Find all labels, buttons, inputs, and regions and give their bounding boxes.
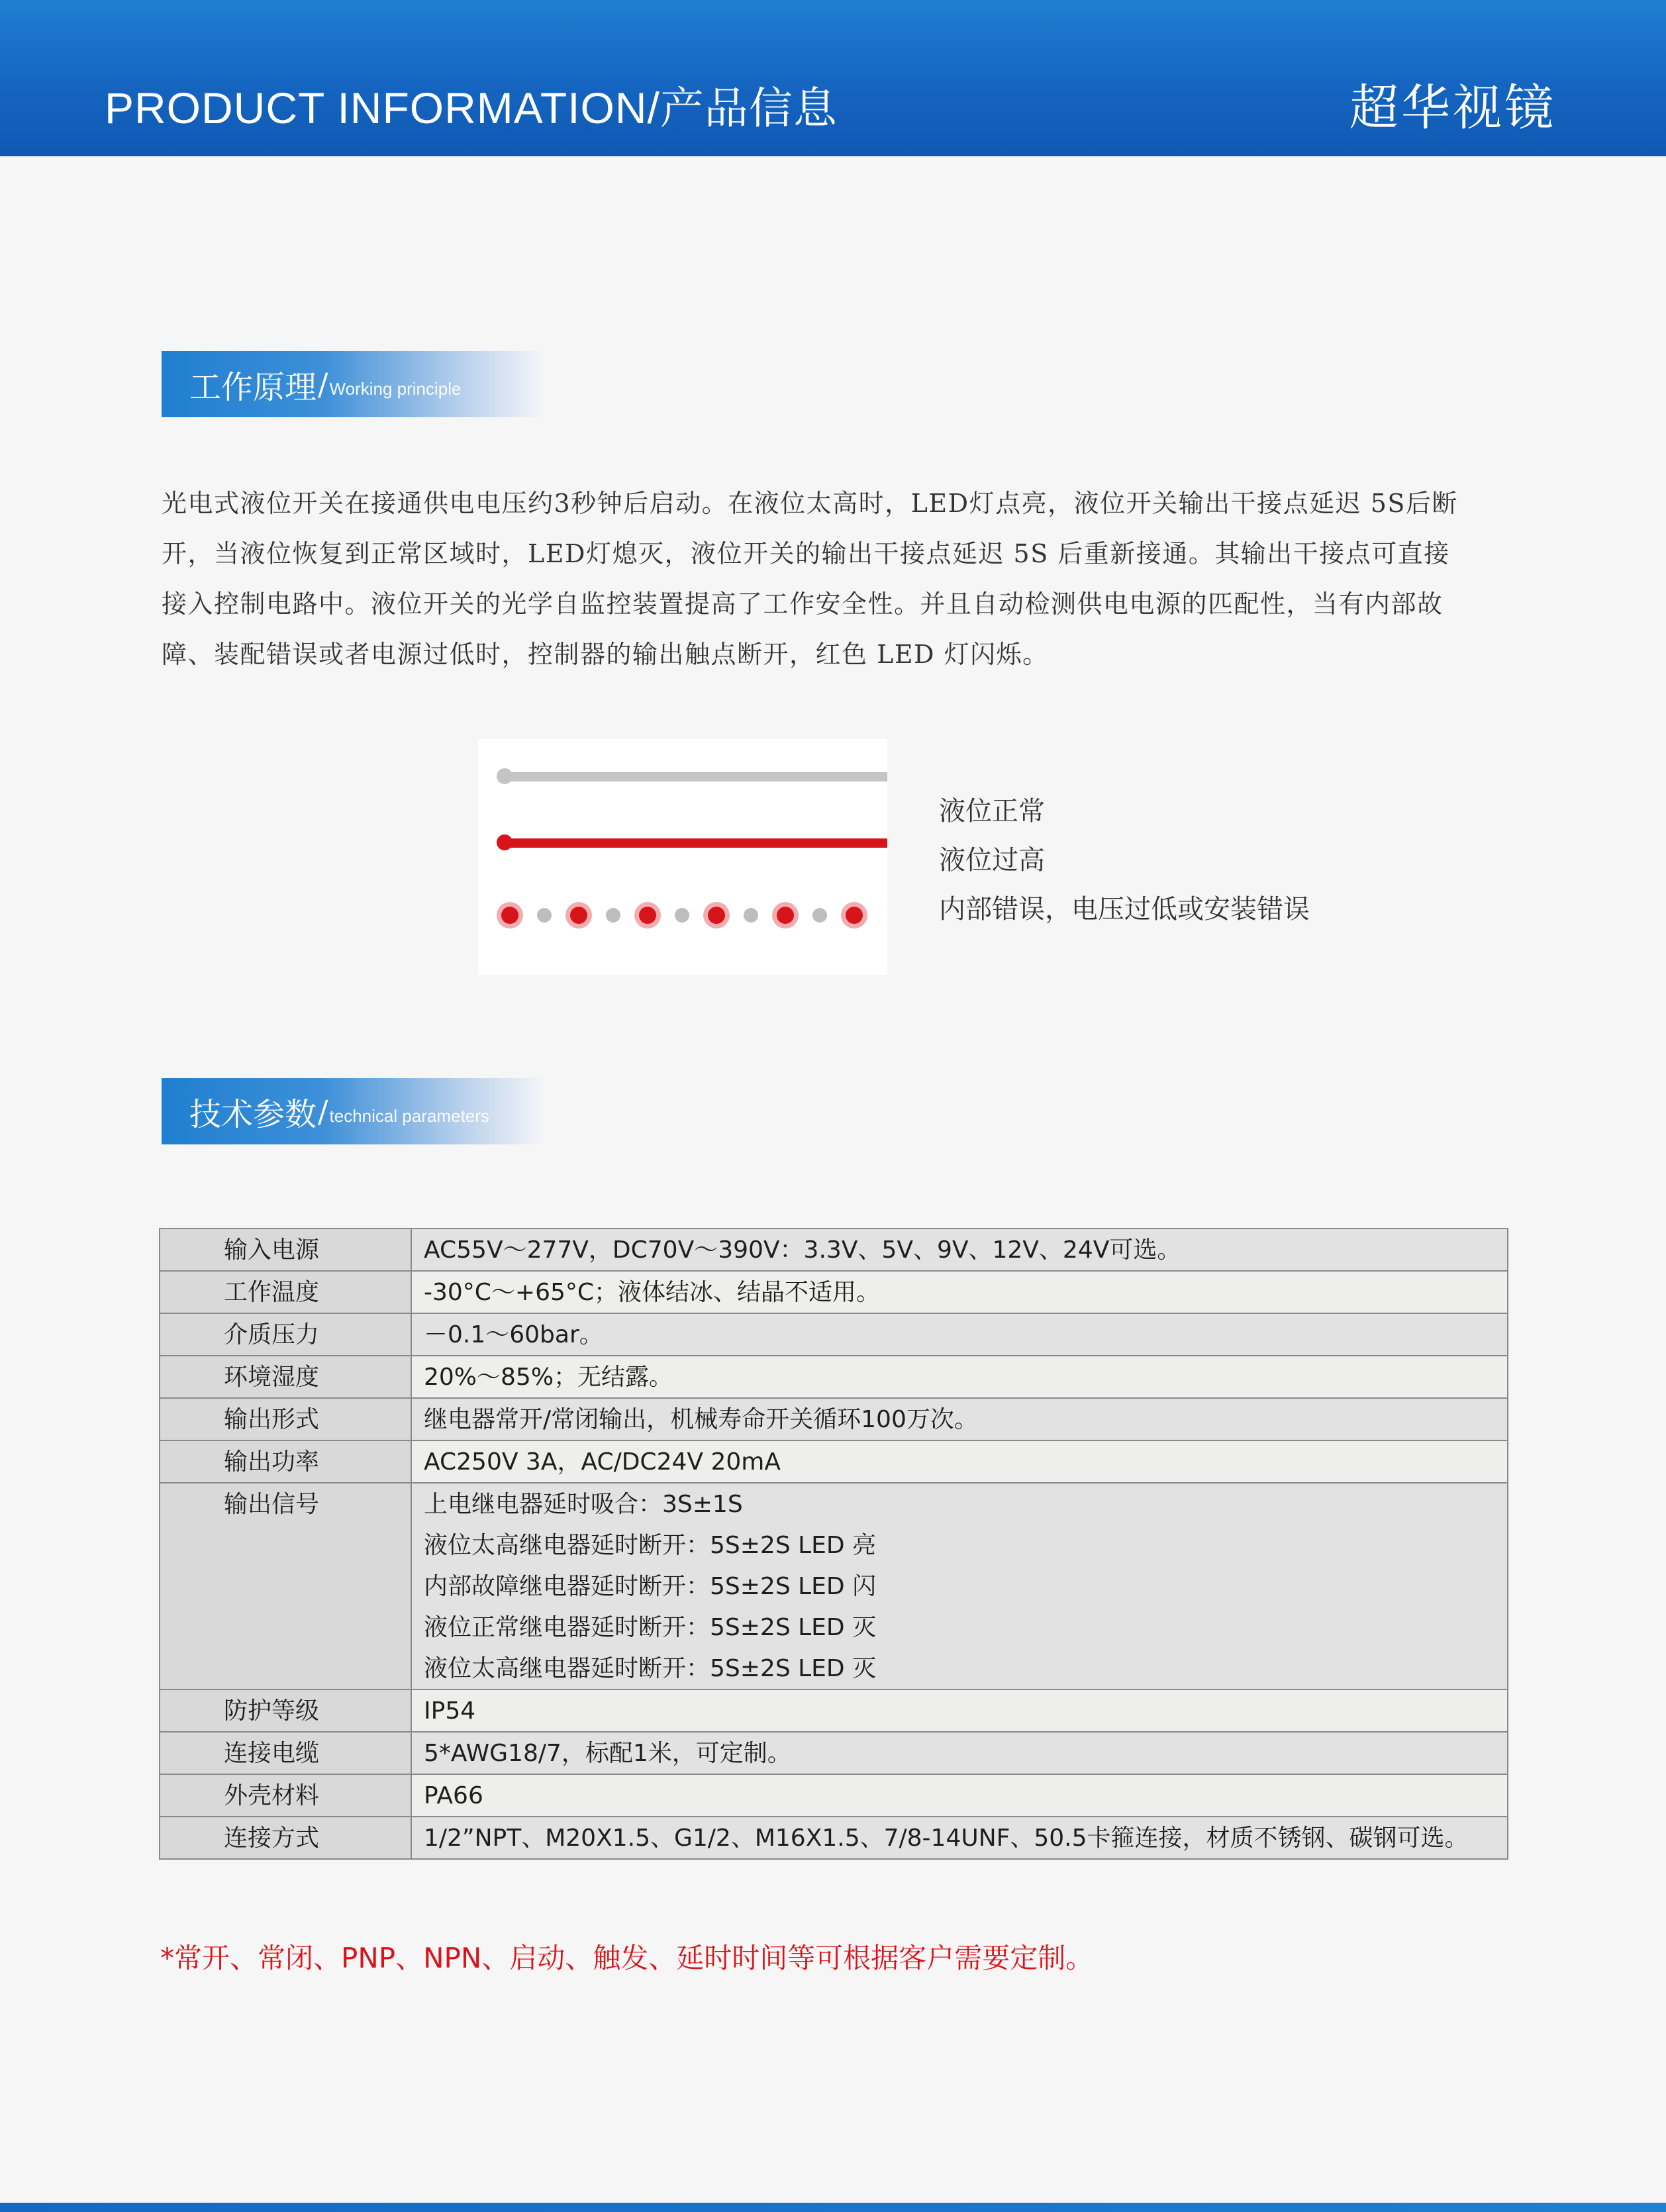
- spec-value: 5*AWG18/7，标配1米，可定制。: [411, 1732, 1508, 1774]
- spec-table: [159, 1228, 1508, 1860]
- section-heading-working-principle: [162, 351, 546, 417]
- header-bar: [0, 0, 1666, 156]
- footer-bar: [0, 2203, 1666, 2212]
- spec-value: 1/2”NPT、M20X1.5、G1/2、M16X1.5、7/8-14UNF、50.5卡箍连接，材质不锈钢、碳钢可选。: [411, 1817, 1508, 1859]
- paragraph-line: 开，当液位恢复到正常区域时，LED灯熄灭，液位开关的输出干接点延迟 5S 后重新接通。其输出干接点可直接: [162, 539, 1450, 568]
- section-title-en: technical parameters: [329, 1105, 489, 1126]
- table-row: [160, 1313, 1508, 1356]
- section-title-slash: /: [318, 1093, 328, 1129]
- working-principle-paragraph: [162, 478, 1526, 679]
- spec-value: AC55V～277V，DC70V～390V：3.3V、5V、9V、12V、24V可选。: [411, 1229, 1508, 1271]
- spec-value: PA66: [411, 1774, 1508, 1817]
- legend-label-error: 内部错误，电压过低或安装错误: [939, 894, 1310, 925]
- table-row: [160, 1732, 1508, 1774]
- led-indicator-legend-graphic: [478, 739, 887, 975]
- section-title-slash: /: [318, 366, 328, 402]
- table-row: [160, 1356, 1508, 1398]
- paragraph-line: 障、装配错误或者电源过低时，控制器的输出触点断开，红色 LED 灯闪烁。: [162, 640, 1049, 669]
- led-indicator-svg: [478, 739, 887, 975]
- section-title-cn: 工作原理: [189, 368, 317, 406]
- led-high-indicator: [497, 834, 887, 850]
- table-row: [160, 1689, 1508, 1732]
- led-normal-indicator: [497, 768, 887, 784]
- spec-value: 20%～85%；无结露。: [411, 1356, 1508, 1398]
- spec-value: -30°C～+65°C；液体结冰、结晶不适用。: [411, 1271, 1508, 1313]
- paragraph-line: 光电式液位开关在接通供电电压约3秒钟后启动。在液位太高时，LED灯点亮，液位开关输出干接点延迟 5S后断: [162, 489, 1458, 518]
- table-row: [160, 1229, 1508, 1271]
- section-heading-technical-parameters: [162, 1078, 546, 1144]
- led-error-blink-indicator: [497, 902, 867, 929]
- spec-label: 介质压力: [160, 1313, 411, 1356]
- table-row: [160, 1440, 1508, 1483]
- section-title-cn: 技术参数: [189, 1095, 317, 1133]
- spec-value: 上电继电器延时吸合：3S±1S 液位太高继电器延时断开：5S±2S LED 亮 内部故障继电器延时断开：5S±2S LED 闪 液位正常继电器延时断开：5S±2S LED 灭 液位太高继电器延时断开：5S±2S LED 灭: [411, 1483, 1508, 1689]
- table-row: [160, 1271, 1508, 1313]
- spec-value: AC250V 3A，AC/DC24V 20mA: [411, 1440, 1508, 1483]
- spec-label: 防护等级: [160, 1689, 411, 1732]
- brand-name: 超华视镜: [1349, 79, 1556, 136]
- legend-label-normal: 液位正常: [939, 796, 1045, 827]
- spec-label: 输入电源: [160, 1229, 411, 1271]
- led-legend-labels: [939, 787, 1310, 934]
- customization-note: *常开、常闭、PNP、NPN、启动、触发、延时时间等可根据客户需要定制。: [160, 1942, 1094, 1974]
- page-title: PRODUCT INFORMATION/产品信息: [105, 83, 838, 132]
- spec-label: 连接方式: [160, 1817, 411, 1859]
- spec-label: 输出形式: [160, 1398, 411, 1440]
- table-row: [160, 1483, 1508, 1689]
- legend-label-high: 液位过高: [939, 845, 1045, 876]
- spec-label: 输出功率: [160, 1440, 411, 1483]
- table-row: [160, 1774, 1508, 1817]
- spec-label: 环境湿度: [160, 1356, 411, 1398]
- spec-value: IP54: [411, 1689, 1508, 1732]
- spec-label: 连接电缆: [160, 1732, 411, 1774]
- section-title-en: Working principle: [329, 378, 462, 399]
- table-row: [160, 1817, 1508, 1859]
- spec-label: 工作温度: [160, 1271, 411, 1313]
- paragraph-line: 接入控制电路中。液位开关的光学自监控装置提高了工作安全性。并且自动检测供电电源的匹配性，当有内部故: [162, 589, 1444, 619]
- table-row: [160, 1398, 1508, 1440]
- spec-label: 输出信号: [160, 1483, 411, 1689]
- spec-value: 继电器常开/常闭输出，机械寿命开关循环100万次。: [411, 1398, 1508, 1440]
- spec-label: 外壳材料: [160, 1774, 411, 1817]
- spec-value: －0.1～60bar。: [411, 1313, 1508, 1356]
